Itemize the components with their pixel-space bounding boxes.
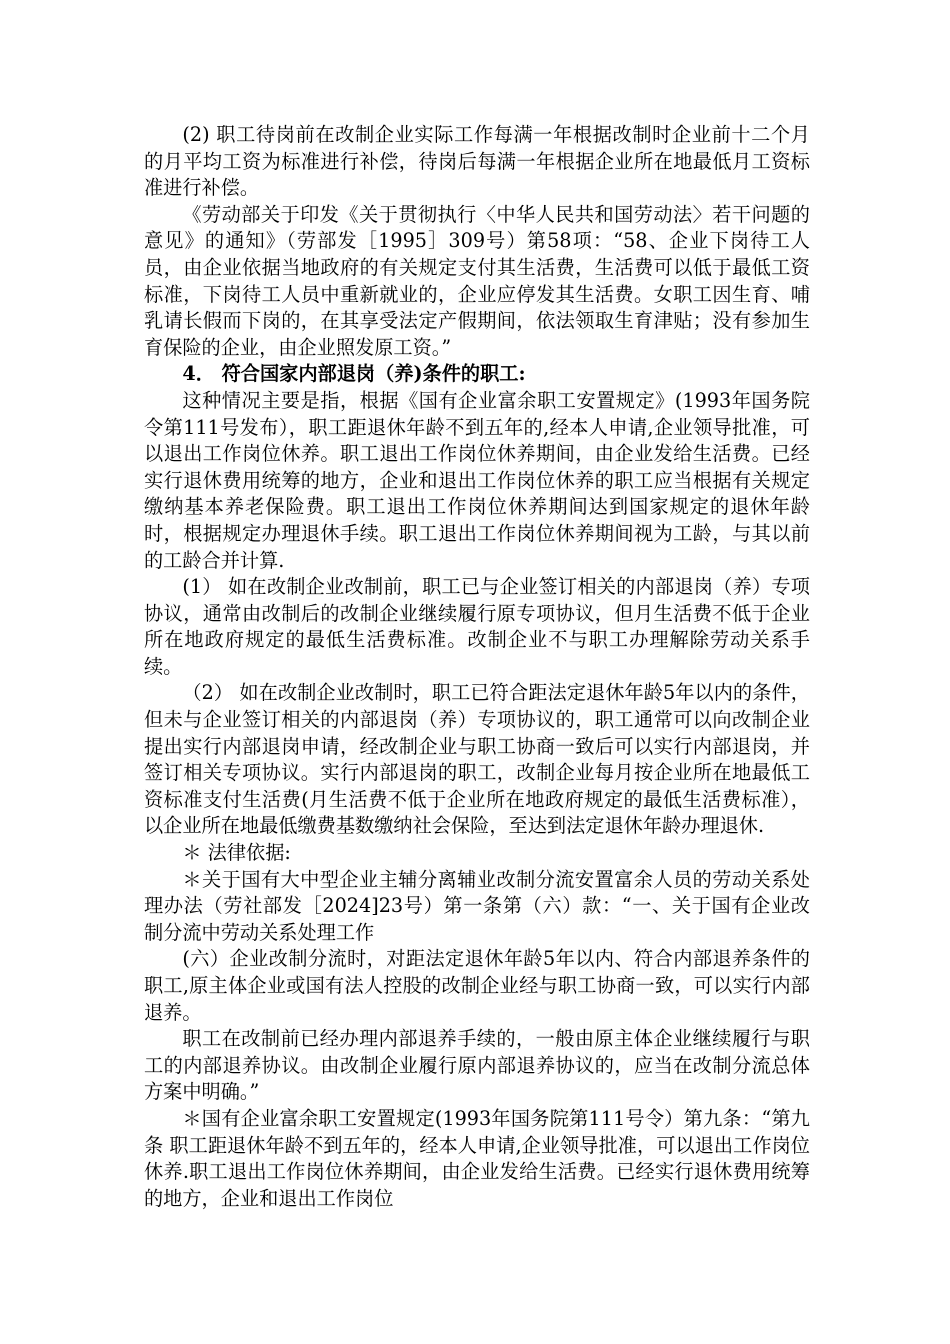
paragraph-item-1: (1） 如在改制企业改制前，职工已与企业签订相关的内部退岗（养）专项协议，通常由改制后的改制企业继续履行原专项协议，但月生活费不低于企业所在地政府规定的最低生活费标准。改制企业不与职工办理解除劳动关系手续。 bbox=[144, 575, 810, 678]
paragraph-legal-basis-2: ＊国有企业富余职工安置规定(1993年国务院第111号令）第九条：“第九条 职工距退休年龄不到五年的，经本人申请,企业领导批准，可以退出工作岗位休养.职工退出工作岗位休养期间，由企业发给生活费。已经实行退休费用统筹的地方，企业和退出工作岗位 bbox=[144, 1106, 810, 1210]
section-heading-4: 4． 符合国家内部退岗（养)条件的职工: bbox=[182, 362, 526, 386]
paragraph-legal-basis-label: ＊ 法律依据: bbox=[182, 841, 291, 865]
paragraph-legal-basis-1: ＊关于国有大中型企业主辅分离辅业改制分流安置富余人员的劳动关系处理办法（劳社部发［2024]23号）第一条第（六）款：“一、关于国有企业改制分流中劳动关系处理工作 bbox=[144, 867, 810, 944]
paragraph-compensation-2: (2) 职工待岗前在改制企业实际工作每满一年根据改制时企业前十二个月的月平均工资为标准进行补偿，待岗后每满一年根据企业所在地最低月工资标准进行补偿。 bbox=[144, 123, 810, 200]
paragraph-prior-retirement: 职工在改制前已经办理内部退养手续的，一般由原主体企业继续履行与职工的内部退养协议。由改制企业履行原内部退养协议的，应当在改制分流总体方案中明确。” bbox=[144, 1027, 810, 1104]
paragraph-clause-6: (六）企业改制分流时，对距法定退休年龄5年以内、符合内部退养条件的职工,原主体企业或国有法人控股的改制企业经与职工协商一致，可以实行内部退养。 bbox=[144, 947, 810, 1024]
paragraph-situation-description: 这种情况主要是指，根据《国有企业富余职工安置规定》(1993年国务院令第111号发布），职工距退休年龄不到五年的,经本人申请,企业领导批准，可以退出工作岗位休养。职工退出工作岗位休养期间，由企业发给生活费。已经实行退休费用统筹的地方，企业和退出工作岗位休养的职工应当根据有关规定缴纳基本养老保险费。职工退出工作岗位休养期间达到国家规定的退休年龄时，根据规定办理退休手续。职工退出工作岗位休养期间视为工龄，与其以前的工龄合并计算. bbox=[144, 388, 810, 572]
document-page bbox=[144, 122, 810, 1212]
paragraph-item-2: （2） 如在改制企业改制时，职工已符合距法定退休年龄5年以内的条件，但未与企业签订相关的内部退岗（养）专项协议的，职工通常可以向改制企业提出实行内部退岗申请，经改制企业与职工协商一致后可以实行内部退岗，并签订相关专项协议。实行内部退岗的职工，改制企业每月按企业所在地最低工资标准支付生活费(月生活费不低于企业所在地政府规定的最低生活费标准），以企业所在地最低缴费基数缴纳社会保险，至达到法定退休年龄办理退休. bbox=[144, 681, 810, 838]
paragraph-labor-ministry-notice: 《劳动部关于印发《关于贯彻执行〈中华人民共和国劳动法〉若干问题的意见》的通知》（劳部发［1995］309号）第58项：“58、企业下岗待工人员，由企业依据当地政府的有关规定支付其生活费，生活费可以低于最低工资标准，下岗待工人员中重新就业的，企业应停发其生活费。女职工因生育、哺乳请长假而下岗的，在其享受法定产假期间，依法领取生育津贴；没有参加生育保险的企业，由企业照发原工资。” bbox=[144, 202, 810, 359]
